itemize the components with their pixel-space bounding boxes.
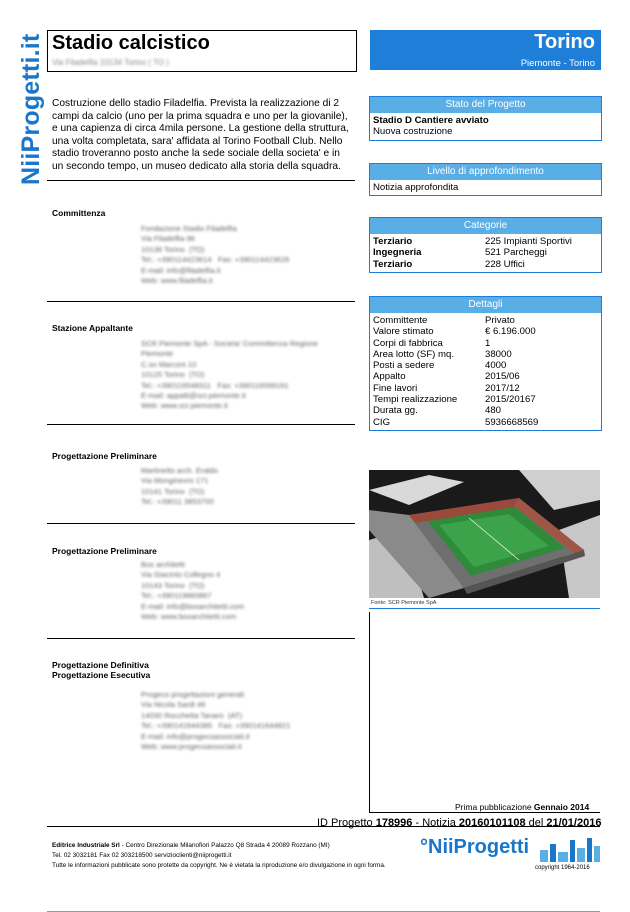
categoria-key: Terziario — [373, 236, 413, 247]
id-value: 178996 — [375, 817, 413, 829]
contact-stazione: SCR Piemonte SpA - Societa' Committenza Regione Piemonte C.so Marconi 10 10125 Torino (TO) Tel.: +390116548311 Fax: +390116599161 E-mail: appalti@scr.piemonte.it Web: www.scr.piemonte.it — [141, 339, 319, 411]
footer-address: - Centro Direzionale Milanofiori Palazzo Q8 Strada 4 20089 Rozzano (MI) — [119, 842, 330, 849]
publication-label: Prima pubblicazione — [455, 802, 532, 812]
dettaglio-row — [373, 405, 598, 416]
dettaglio-row — [373, 371, 598, 382]
categoria-row — [373, 247, 598, 258]
project-description: Costruzione dello stadio Filadelfia. Prevista la realizzazione di 2 campi da calcio (uno per la prima squadra e uno per la giovanile), e una capienza di circa 4mila persone. La gestione della struttura, una volta completata, sara' affidata al Torino Football Club. Nello stadio troveranno posto anche la sede sociale della societa' e in un secondo tempo, un museo dedicato alla storia della squadra. — [52, 98, 349, 172]
brand-logo-bottom: °NiiProgetti — [420, 836, 530, 858]
dettaglio-value: 4000 — [485, 360, 507, 372]
livello-panel — [369, 163, 602, 196]
city-name: Torino — [534, 31, 595, 53]
contact-prog-preliminare-1: Martinetto arch. Eraldo Via Monginevro 171 10141 Torino (TO) Tel.: +39011 3853700 — [141, 466, 218, 507]
stato-panel — [369, 96, 602, 141]
divider — [369, 612, 370, 812]
dettaglio-row — [373, 360, 598, 371]
categoria-value: 225 Impianti Sportivi — [485, 236, 572, 247]
divider — [47, 523, 355, 524]
dettagli-panel — [369, 296, 602, 431]
section-title-prog-definitiva: Progettazione Definitiva Progettazione Esecutiva — [52, 660, 151, 680]
notizia-date: 21/01/2016 — [546, 817, 602, 829]
stadium-rendering-image — [369, 470, 600, 598]
contact-prog-definitiva: Progeco progettazioni generali Via Nicola Sardi 46 14030 Rocchetta Tanaro (AT) Tel.: +390141644385 Fax: +390141644821 E-mail: info@progecoassociati.it Web: www.progecoassociati.it — [141, 690, 291, 752]
brand-logo-vertical: NiiProgetti.it — [17, 33, 45, 185]
categoria-row — [373, 259, 598, 270]
categorie-panel — [369, 217, 602, 273]
publication-line — [455, 802, 589, 812]
divider — [47, 638, 355, 639]
livello-value: Notizia approfondita — [373, 182, 459, 193]
dettaglio-row — [373, 349, 598, 360]
footer-disclaimer: Tutte le informazioni pubblicate sono protette da copyright. Ne è vietata la riproduzione e/o divulgazione in ogni forma. — [52, 862, 386, 869]
dettaglio-value: 5936668569 — [485, 416, 539, 428]
dettaglio-value: 480 — [485, 405, 502, 417]
copyright: copyright 1964-2016 — [535, 865, 590, 871]
page-title: Stadio calcistico — [52, 32, 210, 54]
dettaglio-key: Appalto — [373, 371, 406, 383]
contact-prog-preliminare-2: Box architetti Via Giacinto Collegno 4 10143 Torino (TO) Tel.: +390119860867 E-mail: info@boxarchitetti.com Web: www.boxarchitetti.com — [141, 560, 245, 622]
categorie-header: Categorie — [370, 218, 601, 234]
id-label: ID Progetto — [317, 817, 373, 829]
divider — [47, 180, 355, 181]
footer-company-line — [52, 842, 330, 850]
categoria-row — [373, 236, 598, 247]
dettaglio-row — [373, 338, 598, 349]
id-line — [317, 817, 601, 829]
dettaglio-key: Committente — [373, 315, 428, 326]
dettaglio-key: CIG — [373, 416, 391, 428]
stato-line2: Nuova costruzione — [373, 126, 453, 138]
divider — [47, 424, 355, 425]
dettaglio-row — [373, 417, 598, 428]
divider — [47, 301, 355, 302]
del-label: del — [528, 817, 544, 829]
dettagli-header: Dettagli — [370, 297, 601, 313]
dettaglio-row — [373, 326, 598, 337]
stato-header: Stato del Progetto — [370, 97, 601, 113]
categoria-value: 228 Uffici — [485, 258, 525, 270]
stato-line1: Stadio D Cantiere avviato — [373, 115, 489, 126]
dettaglio-value: Privato — [485, 315, 515, 326]
section-title-committenza: Committenza — [52, 208, 106, 218]
dettaglio-value: 2015/06 — [485, 371, 520, 383]
dettaglio-value: € 6.196.000 — [485, 326, 536, 338]
dettaglio-key: Fine lavori — [373, 382, 418, 394]
dettaglio-key: Durata gg. — [373, 405, 418, 417]
categoria-value: 521 Parcheggi — [485, 247, 547, 259]
city-box — [370, 30, 601, 70]
dettaglio-value: 2015/20167 — [485, 394, 536, 406]
divider — [369, 812, 600, 813]
footer-company: Editrice Industriale Srl — [52, 842, 120, 849]
dettaglio-row — [373, 394, 598, 405]
footer-phones: Tel. 02 3032181 Fax 02 303218500 servizioclienti@niiprogetti.it — [52, 852, 232, 859]
section-title-prog-preliminare-2: Progettazione Preliminare — [52, 546, 157, 556]
project-address: Via Filadelfia 10134 Torino ( TO ) — [52, 58, 169, 67]
dettaglio-key: Valore stimato — [373, 326, 434, 338]
dettaglio-value: 2017/12 — [485, 382, 520, 394]
categoria-key: Terziario — [373, 258, 413, 270]
title-box — [47, 30, 357, 72]
divider — [369, 608, 600, 609]
categoria-key: Ingegneria — [373, 247, 422, 259]
dettaglio-value: 1 — [485, 337, 491, 349]
dettaglio-row — [373, 383, 598, 394]
dettaglio-key: Corpi di fabbrica — [373, 337, 443, 349]
dettaglio-key: Posti a sedere — [373, 360, 435, 372]
dettaglio-row — [373, 315, 598, 326]
section-title-prog-preliminare-1: Progettazione Preliminare — [52, 451, 157, 461]
dettaglio-value: 38000 — [485, 348, 512, 360]
region-name: Piemonte - Torino — [520, 58, 595, 69]
dettaglio-key: Area lotto (SF) mq. — [373, 348, 455, 360]
skyline-icon — [540, 838, 600, 862]
dettaglio-key: Tempi realizzazione — [373, 394, 458, 406]
photo-caption: Fonte: SCR Piemonte SpA — [371, 600, 437, 606]
contact-committenza: Fondazione Stadio Filadelfia Via Filadelfia 96 10136 Torino (TO) Tel.: +390114423614 Fax: +390114423626 E-mail: info@filadelfia.it Web: www.filadelfia.it — [141, 224, 290, 286]
notizia-value: 20160101108 — [458, 817, 526, 829]
livello-header: Livello di approfondimento — [370, 164, 601, 180]
notizia-label: - Notizia — [412, 817, 456, 829]
section-title-stazione: Stazione Appaltante — [52, 323, 133, 333]
publication-value: Gennaio 2014 — [533, 802, 590, 812]
